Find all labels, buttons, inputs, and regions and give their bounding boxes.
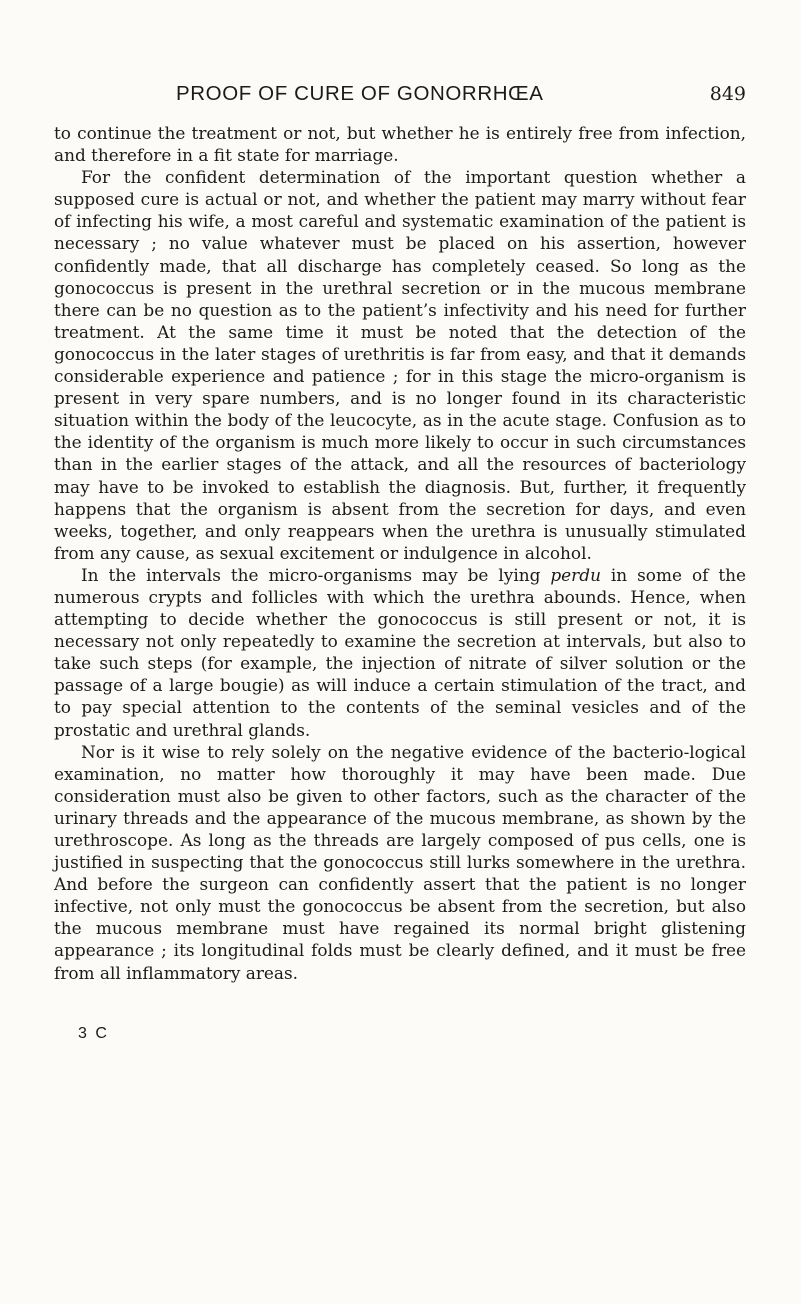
paragraph-confident-determination: For the confident determination of the important question whether a supposed cure is actual or not, and whether the patient may marry without fear of infecting his wife, a most careful and systematic examination of the patient is necessary ; no value whatever must be placed on his assertion, however confidently made, that all discharge has completely ceased. So long as the gonococcus is present in the urethral secretion or in the mucous membrane there can be no question as to the patient’s infectivity and his need for further treatment. At the same time it must be noted that the detection of the gonococcus in the later stages of urethritis is far from easy, and that it demands considerable experience and patience ; for in this stage the micro-organism is present in very spare numbers, and is no longer found in its characteristic situation within the body of the leucocyte, as in the acute stage. Confusion as to the identity of the organism is much more likely to occur in such circumstances than in the earlier stages of the attack, and all the resources of bacteriology may have to be invoked to establish the diagnosis. But, further, it frequently happens that the organism is absent from the secretion for days, and even weeks, together, and only reappears when the urethra is unusually stimulated from any cause, as sexual excitement or indulgence in alcohol. (54, 167, 746, 563)
signature-mark: 3 C (78, 1025, 109, 1042)
book-page (54, 0, 746, 1304)
italic-perdu: perdu (550, 564, 601, 585)
running-title: PROOF OF CURE OF GONORRHŒA (176, 82, 544, 105)
body-text (54, 122, 746, 984)
paragraph-intervals-end: in some of the numerous crypts and follicles with which the urethra abounds. Hence, when attempting to decide whether the gonococcus is still present or not, it is necessary not only repeatedly to examine the secretion at intervals, but also to take such steps (for example, the injection of nitrate of silver solution or the passage of a large bougie) as will induce a certain stimulation of the tract, and to pay special attention to the contents of the seminal vesicles and of the prostatic and urethral glands. (54, 564, 746, 740)
paragraph-continuation: to continue the treatment or not, but whether he is entirely free from infection, and therefore in a fit state for marriage. (54, 123, 746, 166)
page-number: 849 (709, 83, 746, 105)
paragraph-intervals-start: In the intervals the micro-organisms may be lying (81, 564, 551, 585)
running-head (54, 82, 746, 108)
paragraph-intervals (54, 564, 746, 741)
paragraph-negative-evidence: Nor is it wise to rely solely on the negative evidence of the bacterio-logical examination, no matter how thoroughly it may have been made. Due consideration must also be given to other factors, such as the character of the urinary threads and the appearance of the mucous membrane, as shown by the urethroscope. As long as the threads are largely composed of pus cells, one is justified in suspecting that the gonococcus still lurks somewhere in the urethra. And before the surgeon can confidently assert that the patient is no longer infective, not only must the gonococcus be absent from the secretion, but also the mucous membrane must have regained its normal bright glistening appearance ; its longitudinal folds must be clearly defined, and it must be free from all inflammatory areas. (54, 741, 746, 983)
